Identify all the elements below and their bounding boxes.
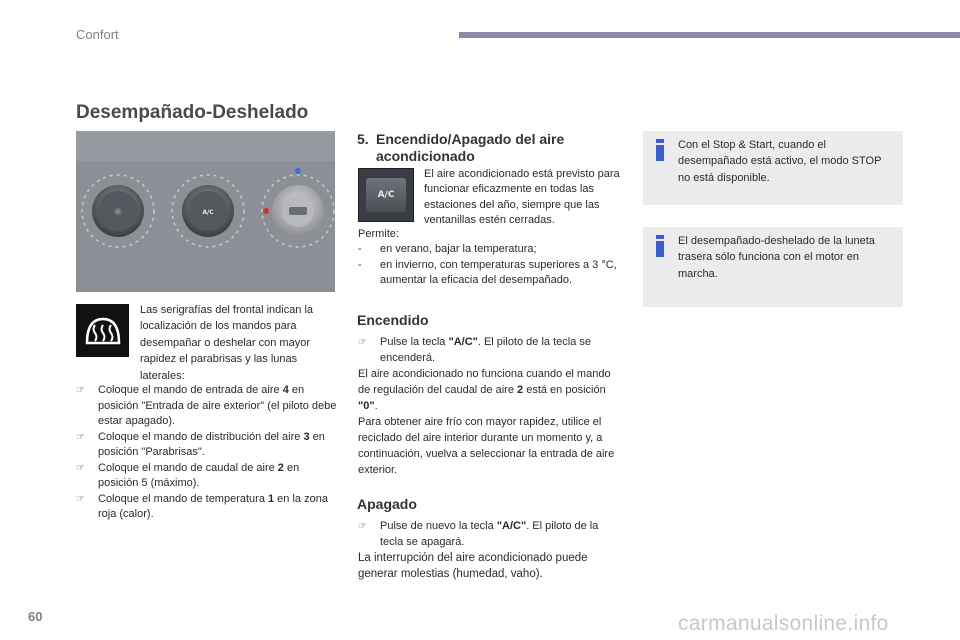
defrost-symbol [76, 304, 129, 357]
climate-panel-illustration [76, 131, 335, 292]
section-5-title: 5. Encendido/Apagado del aire acondicionado [357, 131, 565, 164]
list-item: ☞ Pulse la tecla "A/C". El piloto de la tecla se encenderá. [358, 335, 624, 366]
page-title: Desempañado-Deshelado [76, 102, 309, 123]
encendido-note: El aire acondicionado no funciona cuando el mando de regulación del caudal de aire 2 está en posición "0". [358, 368, 611, 412]
permite-label: Permite: [358, 228, 399, 240]
page-number: 60 [28, 609, 43, 624]
apagado-title: Apagado [357, 496, 417, 512]
info-icon [656, 235, 664, 257]
list-item: ☞ Coloque el mando de temperatura 1 en la zona roja (calor). [76, 492, 340, 523]
info-icon [656, 139, 664, 161]
svg-text:☼: ☼ [113, 207, 123, 218]
watermark: carmanualsonline.info [678, 612, 889, 635]
list-item: - en verano, bajar la temperatura; [358, 242, 624, 257]
fan-knob [82, 175, 154, 247]
rear-defrost-icon [83, 313, 123, 349]
header-bar [459, 32, 960, 38]
apagado-note: La interrupción del aire acondicionado puede generar molestias (humedad, vaho). [358, 552, 588, 580]
encendido-title: Encendido [357, 312, 429, 328]
list-item: - en invierno, con temperaturas superiores a 3 °C, aumentar la eficacia del desempañado. [358, 258, 624, 289]
ac-knob [172, 175, 244, 247]
encendido-tip: Para obtener aire frío con mayor rapidez, utilice el reciclado del aire interior durante un momento y, a continuación, vuelva a seleccionar la entrada de aire exterior. [358, 416, 615, 476]
list-item: ☞ Coloque el mando de caudal de aire 2 en posición 5 (máximo). [76, 461, 340, 492]
panel-ac-label: A/C [202, 209, 214, 216]
list-item: ☞ Pulse de nuevo la tecla "A/C". El piloto de la tecla se apagará. [358, 519, 624, 550]
list-item: ☞ Coloque el mando de distribución del aire 3 en posición "Parabrisas". [76, 430, 340, 461]
ac-button-label: A/C [366, 178, 406, 212]
climate-control-panel-image [76, 131, 335, 292]
ac-button-image [358, 168, 414, 222]
info-box-rear-defrost [643, 227, 903, 307]
section-label: Confort [76, 27, 119, 42]
ac-intro: El aire acondicionado está previsto para funcionar eficazmente en todas las estaciones del año, siempre que las ventanillas estén cerradas. [424, 168, 620, 226]
list-item: ☞ Coloque el mando de entrada de aire 4 en posición "Entrada de aire exterior" (el piloto debe estar apagado). [76, 383, 340, 430]
ac-uses [358, 227, 624, 288]
info-text: El desempañado-deshelado de la luneta trasera sólo funciona con el motor en marcha. [678, 235, 875, 280]
defrost-steps [76, 383, 340, 523]
apagado-body [358, 519, 624, 582]
info-box-stop-start [643, 131, 903, 205]
info-text: Con el Stop & Start, cuando el desempañado está activo, el modo STOP no está disponible. [678, 139, 882, 184]
defrost-intro: Las serigrafías del frontal indican la localización de los mandos para desempañar o deshelar con mayor rapidez el parabrisas y las lunas laterales: [140, 304, 314, 382]
encendido-body [358, 335, 624, 478]
